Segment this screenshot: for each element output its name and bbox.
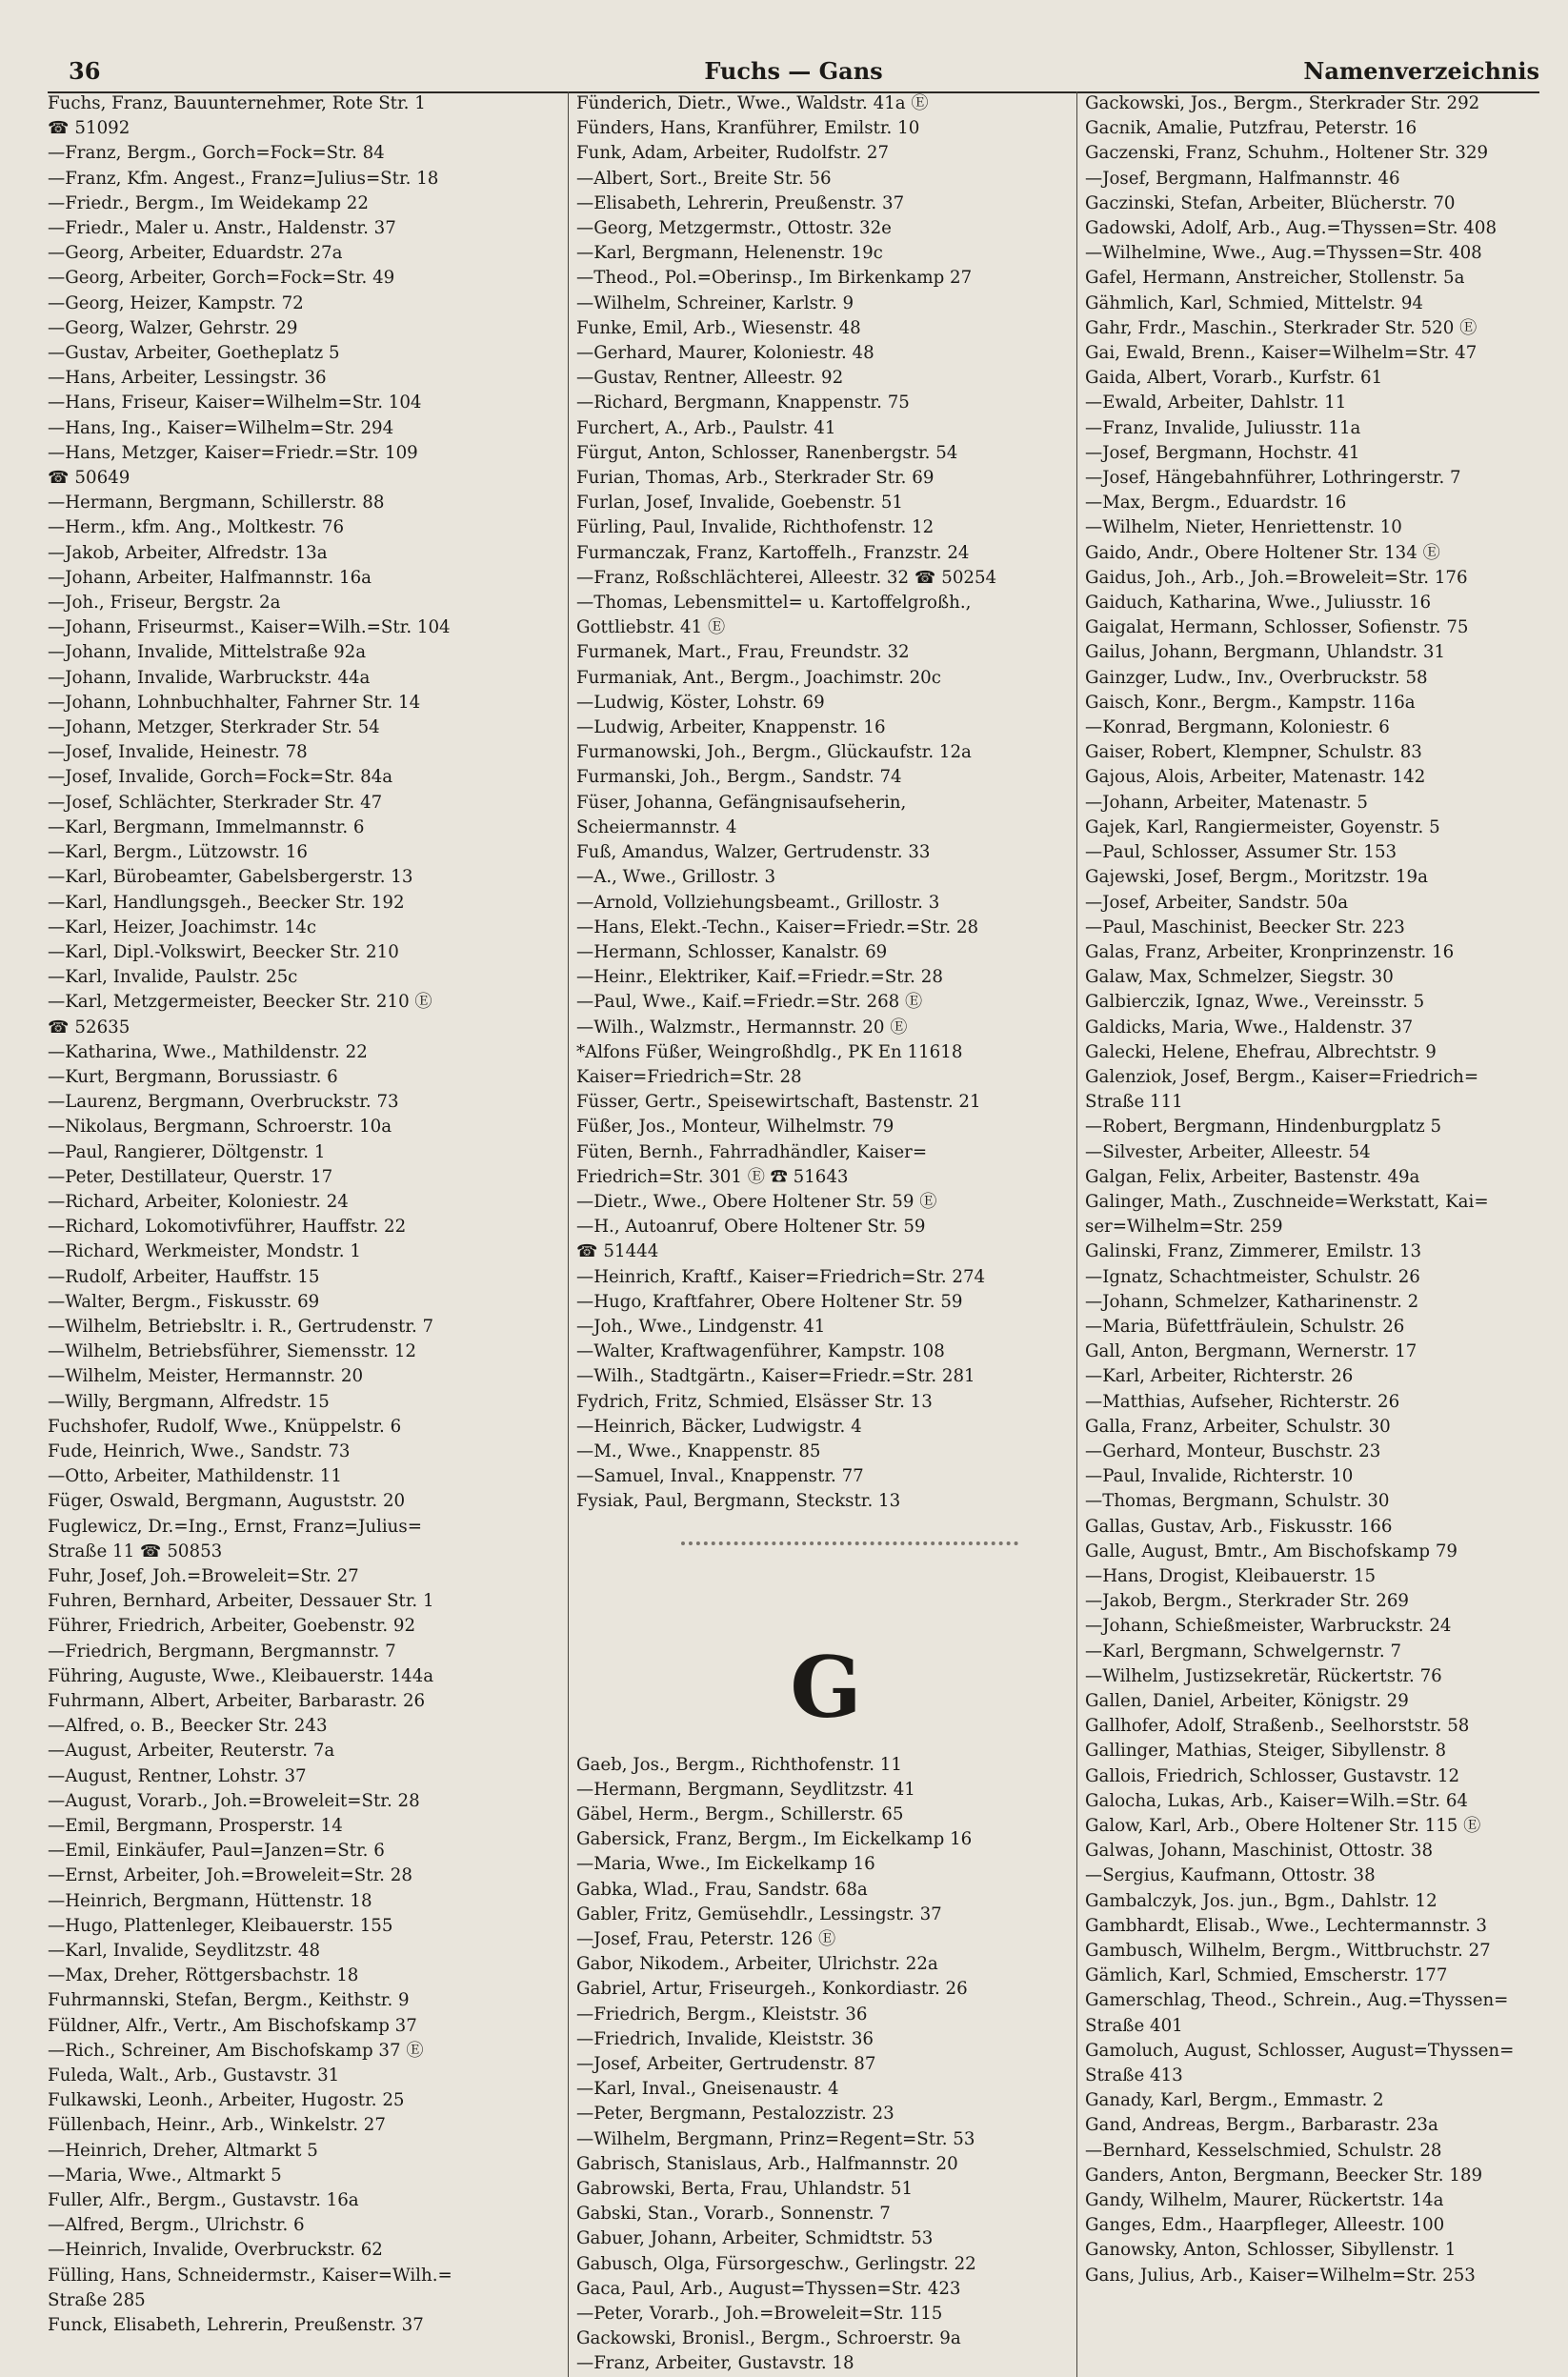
directory-entry: Fürling, Paul, Invalide, Richthofenstr. 12 <box>576 517 935 538</box>
directory-entry: Ganowsky, Anton, Schlosser, Sibyllenstr. 1 <box>1085 2240 1457 2261</box>
directory-entry: Funck, Elisabeth, Lehrerin, Preußenstr. 37 <box>48 2315 424 2336</box>
directory-entry: Gailus, Johann, Bergmann, Uhlandstr. 31 <box>1085 642 1446 663</box>
directory-entry: —Josef, Schlächter, Sterkrader Str. 47 <box>48 792 383 813</box>
directory-entry: —Georg, Arbeiter, Eduardstr. 27a <box>48 243 343 264</box>
directory-entry: Scheiermannstr. 4 <box>576 816 737 837</box>
directory-entry: —Josef, Hängebahnführer, Lothringerstr. 7 <box>1085 468 1461 489</box>
directory-entry: Gabler, Fritz, Gemüsehdlr., Lessingstr. 37 <box>576 1904 942 1924</box>
directory-entry: —Johann, Invalide, Mittelstraße 92a <box>48 642 367 663</box>
directory-entry: —Laurenz, Bergmann, Overbruckstr. 73 <box>48 1092 399 1113</box>
directory-entry: —Richard, Lokomotivführer, Hauffstr. 22 <box>48 1217 407 1238</box>
directory-entry: Fuchs, Franz, Bauunternehmer, Rote Str. 1 <box>48 93 426 113</box>
directory-entry: —Paul, Maschinist, Beecker Str. 223 <box>1085 917 1405 937</box>
directory-entry: Gaczenski, Franz, Schuhm., Holtener Str. 329 <box>1085 143 1489 164</box>
directory-entry: —Albert, Sort., Breite Str. 56 <box>576 168 832 189</box>
directory-entry: —Hans, Elekt.-Techn., Kaiser=Friedr.=Str. 28 <box>576 917 979 937</box>
directory-entry: —Maria, Wwe., Im Eickelkamp 16 <box>576 1854 875 1875</box>
directory-entry: Fulkawski, Leonh., Arbeiter, Hugostr. 25 <box>48 2090 405 2111</box>
directory-entry: Gambhardt, Elisab., Wwe., Lechtermannstr. 3 <box>1085 1915 1487 1936</box>
directory-entry: Galocha, Lukas, Arb., Kaiser=Wilh.=Str. 64 <box>1085 1790 1468 1811</box>
column-1 <box>48 91 558 2377</box>
directory-entry: —A., Wwe., Grillostr. 3 <box>576 867 776 888</box>
directory-entry: —Hermann, Schlosser, Kanalstr. 69 <box>576 941 888 962</box>
directory-entry: —Karl, Metzgermeister, Beecker Str. 210 Ⓔ <box>48 992 432 1013</box>
directory-entry: —Arnold, Vollziehungsbeamt., Grillostr. 3 <box>576 892 940 913</box>
directory-entry: Furmanczak, Franz, Kartoffelh., Franzstr. 24 <box>576 542 970 563</box>
directory-entry: Gafel, Hermann, Anstreicher, Stollenstr. 5a <box>1085 268 1465 289</box>
directory-entry: Führer, Friedrich, Arbeiter, Goebenstr. 92 <box>48 1616 416 1637</box>
page-header <box>48 53 1539 93</box>
directory-entry: —Georg, Walzer, Gehrstr. 29 <box>48 317 298 338</box>
directory-entry: Fünders, Hans, Kranführer, Emilstr. 10 <box>576 118 920 139</box>
directory-entry: —Johann, Metzger, Sterkrader Str. 54 <box>48 717 380 738</box>
directory-entry: —Heinrich, Bäcker, Ludwigstr. 4 <box>576 1416 862 1437</box>
directory-entry: Gallen, Daniel, Arbeiter, Königstr. 29 <box>1085 1691 1409 1711</box>
directory-entry: Gaido, Andr., Obere Holtener Str. 134 Ⓔ <box>1085 542 1440 563</box>
directory-entry: —Franz, Roßschlächterei, Alleestr. 32 ☎ 50254 <box>576 567 997 588</box>
directory-entry: Kaiser=Friedrich=Str. 28 <box>576 1066 802 1087</box>
directory-entry: —Karl, Bergmann, Immelmannstr. 6 <box>48 816 365 837</box>
directory-entry: Gaczinski, Stefan, Arbeiter, Blücherstr. 70 <box>1085 192 1456 213</box>
directory-entry: —Karl, Bergm., Lützowstr. 16 <box>48 842 308 863</box>
directory-entry: Gabusch, Olga, Fürsorgeschw., Gerlingstr. 22 <box>576 2253 976 2274</box>
directory-entry: —August, Arbeiter, Reuterstr. 7a <box>48 1741 335 1762</box>
directory-entry: —Dietr., Wwe., Obere Holtener Str. 59 Ⓔ <box>576 1191 937 1212</box>
directory-entry: Gaiduch, Katharina, Wwe., Juliusstr. 16 <box>1085 593 1432 614</box>
directory-entry: Füger, Oswald, Bergmann, Auguststr. 20 <box>48 1491 406 1512</box>
directory-entry: Gabriel, Artur, Friseurgeh., Konkordiastr. 26 <box>576 1979 968 2000</box>
directory-entry: —Johann, Arbeiter, Matenastr. 5 <box>1085 792 1368 813</box>
directory-entry: Gaeb, Jos., Bergm., Richthofenstr. 11 <box>576 1754 902 1775</box>
directory-entry: Straße 11 ☎ 50853 <box>48 1541 223 1561</box>
directory-entry: Galecki, Helene, Ehefrau, Albrechtstr. 9 <box>1085 1041 1437 1062</box>
directory-entry: Furmanski, Joh., Bergm., Sandstr. 74 <box>576 767 902 788</box>
directory-entry: —Joh., Friseur, Bergstr. 2a <box>48 593 281 614</box>
directory-entry: —Karl, Inval., Gneisenaustr. 4 <box>576 2079 839 2100</box>
directory-entry: Gambalczyk, Jos. jun., Bgm., Dahlstr. 12 <box>1085 1890 1437 1911</box>
directory-entry: —Ernst, Arbeiter, Joh.=Broweleit=Str. 28 <box>48 1865 412 1886</box>
directory-entry: Gacnik, Amalie, Putzfrau, Peterstr. 16 <box>1085 118 1417 139</box>
directory-entry: Furmanowski, Joh., Bergm., Glückaufstr. 12a <box>576 742 972 763</box>
directory-entry: Galbierczik, Ignaz, Wwe., Vereinsstr. 5 <box>1085 992 1425 1013</box>
directory-entry: Fünderich, Dietr., Wwe., Waldstr. 41a Ⓔ <box>576 93 929 113</box>
directory-entry: Straße 401 <box>1085 2015 1183 2036</box>
directory-entry: —Hermann, Bergmann, Schillerstr. 88 <box>48 493 385 514</box>
directory-entry: —Heinr., Elektriker, Kaif.=Friedr.=Str. 28 <box>576 967 943 988</box>
directory-entry: —Karl, Invalide, Paulstr. 25c <box>48 967 298 988</box>
directory-entry: —Hugo, Plattenleger, Kleibauerstr. 155 <box>48 1915 393 1936</box>
directory-entry: —Thomas, Bergmann, Schulstr. 30 <box>1085 1491 1390 1512</box>
directory-entry: Fuleda, Walt., Arb., Gustavstr. 31 <box>48 2065 340 2086</box>
directory-entry: Gambusch, Wilhelm, Bergm., Wittbruchstr. 27 <box>1085 1941 1491 1962</box>
directory-entry: —Herm., kfm. Ang., Moltkestr. 76 <box>48 517 345 538</box>
directory-entry: —Katharina, Wwe., Mathildenstr. 22 <box>48 1041 368 1062</box>
directory-entry: —Max, Bergm., Eduardstr. 16 <box>1085 493 1347 514</box>
directory-entry: —Rudolf, Arbeiter, Hauffstr. 15 <box>48 1266 320 1287</box>
directory-entry: —Robert, Bergmann, Hindenburgplatz 5 <box>1085 1117 1442 1138</box>
directory-entry: Füldner, Alfr., Vertr., Am Bischofskamp 37 <box>48 2015 417 2036</box>
directory-entry: Gamoluch, August, Schlosser, August=Thyssen= <box>1085 2040 1515 2061</box>
page-number: 36 <box>69 57 101 85</box>
directory-entry: ser=Wilhelm=Str. 259 <box>1085 1217 1283 1238</box>
directory-entry: —Josef, Invalide, Gorch=Fock=Str. 84a <box>48 767 393 788</box>
directory-entry: —Karl, Bergmann, Helenenstr. 19c <box>576 243 883 264</box>
directory-entry: —M., Wwe., Knappenstr. 85 <box>576 1440 821 1461</box>
directory-entry: Friedrich=Str. 301 Ⓔ ☎ 51643 <box>576 1166 849 1187</box>
directory-entry: —Friedr., Bergm., Im Weidekamp 22 <box>48 192 369 213</box>
directory-entry: Galinski, Franz, Zimmerer, Emilstr. 13 <box>1085 1241 1422 1262</box>
directory-entry: —Georg, Arbeiter, Gorch=Fock=Str. 49 <box>48 268 395 289</box>
directory-entry: Fuchshofer, Rudolf, Wwe., Knüppelstr. 6 <box>48 1416 402 1437</box>
directory-entry: —Peter, Vorarb., Joh.=Broweleit=Str. 115 <box>576 2304 943 2325</box>
directory-entry: Gall, Anton, Bergmann, Wernerstr. 17 <box>1085 1341 1417 1362</box>
directory-entry: ☎ 50649 <box>48 468 131 489</box>
directory-entry: —Richard, Werkmeister, Mondstr. 1 <box>48 1241 361 1262</box>
directory-entry: —Walter, Bergm., Fiskusstr. 69 <box>48 1291 320 1312</box>
section-divider <box>681 1521 1018 1545</box>
directory-entry: Gabuer, Johann, Arbeiter, Schmidtstr. 53 <box>576 2228 934 2249</box>
directory-entry: Gallhofer, Adolf, Straßenb., Seelhorststr. 58 <box>1085 1716 1470 1737</box>
directory-entry: —Wilhelm, Schreiner, Karlstr. 9 <box>576 292 854 313</box>
directory-entry: —Wilhelm, Meister, Hermannstr. 20 <box>48 1366 364 1387</box>
directory-entry: —Paul, Rangierer, Döltgenstr. 1 <box>48 1141 326 1162</box>
directory-entry: Gaidus, Joh., Arb., Joh.=Broweleit=Str. 176 <box>1085 567 1468 588</box>
directory-entry: Straße 285 <box>48 2289 146 2310</box>
directory-entry: Gallois, Friedrich, Schlosser, Gustavstr. 12 <box>1085 1765 1460 1786</box>
directory-entry: —Rich., Schreiner, Am Bischofskamp 37 Ⓔ <box>48 2040 424 2061</box>
directory-entry: —Gustav, Rentner, Alleestr. 92 <box>576 368 844 389</box>
directory-entry: Gajewski, Josef, Bergm., Moritzstr. 19a <box>1085 867 1428 888</box>
directory-entry: —Franz, Bergm., Gorch=Fock=Str. 84 <box>48 143 385 164</box>
directory-entry: Gahr, Frdr., Maschin., Sterkrader Str. 520 Ⓔ <box>1085 317 1478 338</box>
directory-entry: Gandy, Wilhelm, Maurer, Rückertstr. 14a <box>1085 2190 1444 2211</box>
directory-entry: Gallas, Gustav, Arb., Fiskusstr. 166 <box>1085 1516 1393 1537</box>
directory-entry: —Heinrich, Bergmann, Hüttenstr. 18 <box>48 1890 372 1911</box>
directory-entry: Furmaniak, Ant., Bergm., Joachimstr. 20c <box>576 667 941 688</box>
directory-entry: Furlan, Josef, Invalide, Goebenstr. 51 <box>576 493 903 514</box>
directory-entry: —Ludwig, Arbeiter, Knappenstr. 16 <box>576 717 886 738</box>
directory-entry: —Karl, Heizer, Joachimstr. 14c <box>48 917 317 937</box>
directory-entry: Gabrisch, Stanislaus, Arb., Halfmannstr. 20 <box>576 2153 958 2174</box>
directory-entry: Ganady, Karl, Bergm., Emmastr. 2 <box>1085 2090 1384 2111</box>
directory-entry: —Otto, Arbeiter, Mathildenstr. 11 <box>48 1466 342 1487</box>
directory-entry: Fude, Heinrich, Wwe., Sandstr. 73 <box>48 1440 351 1461</box>
directory-entry: Fülling, Hans, Schneidermstr., Kaiser=Wilh.= <box>48 2265 452 2286</box>
directory-entry: —Hans, Arbeiter, Lessingstr. 36 <box>48 368 327 389</box>
directory-entry: Gaida, Albert, Vorarb., Kurfstr. 61 <box>1085 368 1383 389</box>
directory-entry: Fuhr, Josef, Joh.=Broweleit=Str. 27 <box>48 1565 359 1586</box>
directory-entry: Ganges, Edm., Haarpfleger, Alleestr. 100 <box>1085 2215 1445 2236</box>
directory-entry: Gaisch, Konr., Bergm., Kampstr. 116a <box>1085 692 1416 713</box>
directory-entry: Fysiak, Paul, Bergmann, Steckstr. 13 <box>576 1491 901 1512</box>
directory-entry: Fuß, Amandus, Walzer, Gertrudenstr. 33 <box>576 842 931 863</box>
directory-entry: Gämlich, Karl, Schmied, Emscherstr. 177 <box>1085 1965 1448 1986</box>
directory-entry: —Theod., Pol.=Oberinsp., Im Birkenkamp 27 <box>576 268 973 289</box>
directory-entry: —Jakob, Bergm., Sterkrader Str. 269 <box>1085 1591 1409 1612</box>
directory-entry: —Karl, Arbeiter, Richterstr. 26 <box>1085 1366 1354 1387</box>
directory-entry: —Richard, Arbeiter, Koloniestr. 24 <box>48 1191 349 1212</box>
directory-entry: —Wilh., Stadtgärtn., Kaiser=Friedr.=Str. 281 <box>576 1366 975 1387</box>
directory-entry: —Heinrich, Dreher, Altmarkt 5 <box>48 2140 318 2161</box>
column-3 <box>1076 91 1567 2377</box>
directory-entry: Fuhrmannski, Stefan, Bergm., Keithstr. 9 <box>48 1990 410 2011</box>
directory-entry: Gadowski, Adolf, Arb., Aug.=Thyssen=Str. 408 <box>1085 218 1498 239</box>
directory-entry: Galdicks, Maria, Wwe., Haldenstr. 37 <box>1085 1017 1414 1037</box>
directory-entry: —Paul, Wwe., Kaif.=Friedr.=Str. 268 Ⓔ <box>576 992 923 1013</box>
directory-entry: —Johann, Schießmeister, Warbruckstr. 24 <box>1085 1616 1452 1637</box>
directory-entry: Füßer, Jos., Monteur, Wilhelmstr. 79 <box>576 1117 895 1138</box>
directory-entry: —Emil, Bergmann, Prosperstr. 14 <box>48 1816 343 1837</box>
directory-entry: —August, Vorarb., Joh.=Broweleit=Str. 28 <box>48 1790 420 1811</box>
directory-entry: Straße 413 <box>1085 2065 1183 2086</box>
directory-entry: —Willy, Bergmann, Alfredstr. 15 <box>48 1391 330 1412</box>
directory-entry: Galinger, Math., Zuschneide=Werkstatt, Kai= <box>1085 1191 1489 1212</box>
directory-entry: —Max, Dreher, Röttgersbachstr. 18 <box>48 1965 359 1986</box>
directory-entry: Füser, Johanna, Gefängnisaufseherin, <box>576 792 907 813</box>
entry-columns <box>48 91 1539 2377</box>
directory-entry: —Josef, Invalide, Heinestr. 78 <box>48 742 308 763</box>
directory-entry: Gai, Ewald, Brenn., Kaiser=Wilhelm=Str. 47 <box>1085 343 1478 364</box>
directory-entry: —H., Autoanruf, Obere Holtener Str. 59 <box>576 1217 926 1238</box>
directory-entry: —Karl, Bürobeamter, Gabelsbergerstr. 13 <box>48 867 413 888</box>
directory-entry: —Heinrich, Kraftf., Kaiser=Friedrich=Str. 274 <box>576 1266 986 1287</box>
directory-entry: —Wilhelm, Betriebsltr. i. R., Gertrudenstr. 7 <box>48 1316 434 1337</box>
directory-entry: Furmanek, Mart., Frau, Freundstr. 32 <box>576 642 910 663</box>
directory-entry: Fuhrmann, Albert, Arbeiter, Barbarastr. 26 <box>48 1691 426 1711</box>
directory-entry: Gaigalat, Hermann, Schlosser, Sofienstr. 75 <box>1085 617 1469 638</box>
section-spacer <box>576 1564 1075 1606</box>
directory-entry: Gamerschlag, Theod., Schrein., Aug.=Thyssen= <box>1085 1990 1509 2011</box>
directory-entry: Galenziok, Josef, Bergm., Kaiser=Friedrich= <box>1085 1066 1479 1087</box>
directory-entry: —Elisabeth, Lehrerin, Preußenstr. 37 <box>576 192 905 213</box>
directory-entry: Gajous, Alois, Arbeiter, Matenastr. 142 <box>1085 767 1426 788</box>
directory-entry: Fydrich, Fritz, Schmied, Elsässer Str. 13 <box>576 1391 933 1412</box>
directory-entry: ☎ 51444 <box>576 1241 659 1262</box>
directory-entry: —Karl, Dipl.-Volkswirt, Beecker Str. 210 <box>48 941 399 962</box>
directory-entry: —Gerhard, Monteur, Buschstr. 23 <box>1085 1440 1381 1461</box>
directory-entry: ☎ 52635 <box>48 1017 131 1037</box>
directory-entry: —Walter, Kraftwagenführer, Kampstr. 108 <box>576 1341 945 1362</box>
directory-entry: Furchert, A., Arb., Paulstr. 41 <box>576 417 836 438</box>
directory-entry: —Josef, Frau, Peterstr. 126 Ⓔ <box>576 1929 836 1949</box>
directory-entry: —Johann, Friseurmst., Kaiser=Wilh.=Str. 104 <box>48 617 451 638</box>
directory-entry: —Richard, Bergmann, Knappenstr. 75 <box>576 393 910 413</box>
directory-entry: —Hans, Friseur, Kaiser=Wilhelm=Str. 104 <box>48 393 422 413</box>
directory-entry: Galla, Franz, Arbeiter, Schulstr. 30 <box>1085 1416 1391 1437</box>
directory-entry: —Alfred, o. B., Beecker Str. 243 <box>48 1716 328 1737</box>
directory-entry: —Emil, Einkäufer, Paul=Janzen=Str. 6 <box>48 1841 385 1862</box>
directory-entry: —Maria, Wwe., Altmarkt 5 <box>48 2165 282 2186</box>
directory-entry: Ganders, Anton, Bergmann, Beecker Str. 189 <box>1085 2165 1483 2186</box>
directory-entry: Straße 111 <box>1085 1092 1183 1113</box>
directory-entry: —Johann, Schmelzer, Katharinenstr. 2 <box>1085 1291 1419 1312</box>
directory-entry: Gabski, Stan., Vorarb., Sonnenstr. 7 <box>576 2204 891 2225</box>
directory-entry: —Konrad, Bergmann, Koloniestr. 6 <box>1085 717 1390 738</box>
directory-entry: —Kurt, Bergmann, Borussiastr. 6 <box>48 1066 338 1087</box>
directory-entry: —Jakob, Arbeiter, Alfredstr. 13a <box>48 542 328 563</box>
directory-entry: —Maria, Büfettfräulein, Schulstr. 26 <box>1085 1316 1405 1337</box>
directory-entry: —Gerhard, Maurer, Koloniestr. 48 <box>576 343 874 364</box>
directory-entry: —Peter, Bergmann, Pestalozzistr. 23 <box>576 2104 895 2125</box>
directory-entry: —Johann, Lohnbuchhalter, Fahrner Str. 14 <box>48 692 421 713</box>
directory-entry: —Samuel, Inval., Knappenstr. 77 <box>576 1466 864 1487</box>
directory-entry: Gabersick, Franz, Bergm., Im Eickelkamp 16 <box>576 1829 973 1850</box>
directory-entry: —Friedrich, Bergm., Kleiststr. 36 <box>576 2004 868 2024</box>
directory-entry: Galaw, Max, Schmelzer, Siegstr. 30 <box>1085 967 1394 988</box>
directory-entry: Fuller, Alfr., Bergm., Gustavstr. 16a <box>48 2190 359 2211</box>
directory-entry: —Johann, Invalide, Warbruckstr. 44a <box>48 667 371 688</box>
directory-entry: —Karl, Bergmann, Schwelgernstr. 7 <box>1085 1641 1402 1662</box>
directory-entry: —Franz, Kfm. Angest., Franz=Julius=Str. 18 <box>48 168 439 189</box>
letter-heading: G <box>790 1637 862 1737</box>
directory-entry: Galle, August, Bmtr., Am Bischofskamp 79 <box>1085 1541 1457 1561</box>
directory-entry: Gabrowski, Berta, Frau, Uhlandstr. 51 <box>576 2179 914 2200</box>
directory-entry: Fuglewicz, Dr.=Ing., Ernst, Franz=Julius= <box>48 1516 422 1537</box>
directory-entry: Gainzger, Ludw., Inv., Overbruckstr. 58 <box>1085 667 1428 688</box>
directory-entry: —Franz, Arbeiter, Gustavstr. 18 <box>576 2353 854 2374</box>
directory-entry: Gabka, Wlad., Frau, Sandstr. 68a <box>576 1879 868 1900</box>
directory-entry: Galow, Karl, Arb., Obere Holtener Str. 115 Ⓔ <box>1085 1816 1481 1837</box>
directory-entry: —Friedrich, Invalide, Kleiststr. 36 <box>576 2028 874 2049</box>
directory-entry: —Hermann, Bergmann, Seydlitzstr. 41 <box>576 1779 915 1800</box>
directory-entry: —Hans, Ing., Kaiser=Wilhelm=Str. 294 <box>48 417 394 438</box>
directory-entry: —Alfred, Bergm., Ulrichstr. 6 <box>48 2215 305 2236</box>
directory-entry: —Karl, Invalide, Seydlitzstr. 48 <box>48 1941 321 1962</box>
directory-entry: Gottliebstr. 41 Ⓔ <box>576 617 726 638</box>
directory-entry: Funk, Adam, Arbeiter, Rudolfstr. 27 <box>576 143 890 164</box>
directory-entry: Füsser, Gertr., Speisewirtschaft, Bastenstr. 21 <box>576 1092 981 1113</box>
directory-entry: Funke, Emil, Arb., Wiesenstr. 48 <box>576 317 861 338</box>
directory-entry: —Josef, Arbeiter, Gertrudenstr. 87 <box>576 2054 876 2075</box>
directory-entry: Gäbel, Herm., Bergm., Schillerstr. 65 <box>576 1803 904 1824</box>
directory-entry: —Josef, Arbeiter, Sandstr. 50a <box>1085 892 1349 913</box>
directory-entry: —Silvester, Arbeiter, Alleestr. 54 <box>1085 1141 1371 1162</box>
directory-entry: —Hans, Drogist, Kleibauerstr. 15 <box>1085 1565 1377 1586</box>
directory-entry: Gans, Julius, Arb., Kaiser=Wilhelm=Str. 253 <box>1085 2265 1476 2286</box>
directory-entry: —Heinrich, Invalide, Overbruckstr. 62 <box>48 2240 383 2261</box>
directory-entry: —Ewald, Arbeiter, Dahlstr. 11 <box>1085 393 1347 413</box>
directory-entry: —Hans, Metzger, Kaiser=Friedr.=Str. 109 <box>48 442 418 463</box>
directory-entry: —Wilhelm, Nieter, Henriettenstr. 10 <box>1085 517 1402 538</box>
directory-entry: —Friedr., Maler u. Anstr., Haldenstr. 37 <box>48 218 396 239</box>
column-2-f-entries <box>576 91 1075 1515</box>
directory-entry: Gähmlich, Karl, Schmied, Mittelstr. 94 <box>1085 292 1424 313</box>
directory-entry: Gand, Andreas, Bergm., Barbarastr. 23a <box>1085 2115 1438 2136</box>
directory-entry: —Wilhelm, Betriebsführer, Siemensstr. 12 <box>48 1341 416 1362</box>
directory-entry: —Georg, Heizer, Kampstr. 72 <box>48 292 304 313</box>
directory-entry: —Bernhard, Kesselschmied, Schulstr. 28 <box>1085 2140 1442 2161</box>
directory-entry: —Karl, Handlungsgeh., Beecker Str. 192 <box>48 892 405 913</box>
directory-entry: —Wilhelmine, Wwe., Aug.=Thyssen=Str. 408 <box>1085 243 1482 264</box>
directory-entry: Furian, Thomas, Arb., Sterkrader Str. 69 <box>576 468 935 489</box>
directory-entry: —Ignatz, Schachtmeister, Schulstr. 26 <box>1085 1266 1420 1287</box>
directory-entry: —Wilh., Walzmstr., Hermannstr. 20 Ⓔ <box>576 1017 908 1037</box>
directory-entry: —Hugo, Kraftfahrer, Obere Holtener Str. 59 <box>576 1291 963 1312</box>
directory-entry: Gallinger, Mathias, Steiger, Sibyllenstr. 8 <box>1085 1741 1447 1762</box>
directory-entry: —Matthias, Aufseher, Richterstr. 26 <box>1085 1391 1400 1412</box>
directory-entry: —Paul, Schlosser, Assumer Str. 153 <box>1085 842 1397 863</box>
directory-entry: Führing, Auguste, Wwe., Kleibauerstr. 144a <box>48 1665 434 1686</box>
directory-entry: —Ludwig, Köster, Lohstr. 69 <box>576 692 825 713</box>
directory-entry: —Josef, Bergmann, Halfmannstr. 46 <box>1085 168 1400 189</box>
directory-entry: Fuhren, Bernhard, Arbeiter, Dessauer Str. 1 <box>48 1591 434 1612</box>
directory-entry: Galwas, Johann, Maschinist, Ottostr. 38 <box>1085 1841 1434 1862</box>
directory-entry: —Johann, Arbeiter, Halfmannstr. 16a <box>48 567 372 588</box>
directory-entry: —Friedrich, Bergmann, Bergmannstr. 7 <box>48 1641 396 1662</box>
directory-entry: —Thomas, Lebensmittel= u. Kartoffelgroßh., <box>576 593 972 614</box>
running-title: Fuchs — Gans <box>704 57 883 85</box>
column-2-g-entries <box>576 1753 1075 2377</box>
directory-entry: —Nikolaus, Bergmann, Schroerstr. 10a <box>48 1117 392 1138</box>
directory-entry: —Paul, Invalide, Richterstr. 10 <box>1085 1466 1354 1487</box>
directory-entry: —Peter, Destillateur, Querstr. 17 <box>48 1166 333 1187</box>
directory-entry: —Franz, Invalide, Juliusstr. 11a <box>1085 417 1361 438</box>
directory-entry: Gackowski, Bronisl., Bergm., Schroerstr. 9a <box>576 2328 961 2349</box>
directory-entry: Gaiser, Robert, Klempner, Schulstr. 83 <box>1085 742 1422 763</box>
directory-entry: ☎ 51092 <box>48 118 131 139</box>
directory-entry: —Gustav, Arbeiter, Goetheplatz 5 <box>48 343 340 364</box>
column-2 <box>568 91 1075 2377</box>
directory-entry: Fürgut, Anton, Schlosser, Ranenbergstr. 54 <box>576 442 958 463</box>
directory-entry: Gajek, Karl, Rangiermeister, Goyenstr. 5 <box>1085 816 1440 837</box>
directory-entry: Galgan, Felix, Arbeiter, Bastenstr. 49a <box>1085 1166 1420 1187</box>
directory-entry: Füllenbach, Heinr., Arb., Winkelstr. 27 <box>48 2115 386 2136</box>
directory-entry: —Josef, Bergmann, Hochstr. 41 <box>1085 442 1360 463</box>
directory-entry: —Georg, Metzgermstr., Ottostr. 32e <box>576 218 892 239</box>
directory-entry: Gabor, Nikodem., Arbeiter, Ulrichstr. 22a <box>576 1954 938 1975</box>
directory-entry: Füten, Bernh., Fahrradhändler, Kaiser= <box>576 1141 928 1162</box>
directory-entry: —Joh., Wwe., Lindgenstr. 41 <box>576 1316 826 1337</box>
directory-entry: *Alfons Füßer, Weingroßhdlg., PK En 11618 <box>576 1041 963 1062</box>
directory-entry: Gaca, Paul, Arb., August=Thyssen=Str. 423 <box>576 2278 961 2299</box>
directory-entry: Gackowski, Jos., Bergm., Sterkrader Str. 292 <box>1085 93 1480 113</box>
directory-entry: —August, Rentner, Lohstr. 37 <box>48 1765 307 1786</box>
directory-entry: Galas, Franz, Arbeiter, Kronprinzenstr. 16 <box>1085 941 1455 962</box>
directory-entry: —Wilhelm, Justizsekretär, Rückertstr. 76 <box>1085 1665 1442 1686</box>
directory-entry: —Wilhelm, Bergmann, Prinz=Regent=Str. 53 <box>576 2128 975 2149</box>
directory-entry: —Sergius, Kaufmann, Ottostr. 38 <box>1085 1865 1376 1886</box>
section-title: Namenverzeichnis <box>1303 57 1539 85</box>
